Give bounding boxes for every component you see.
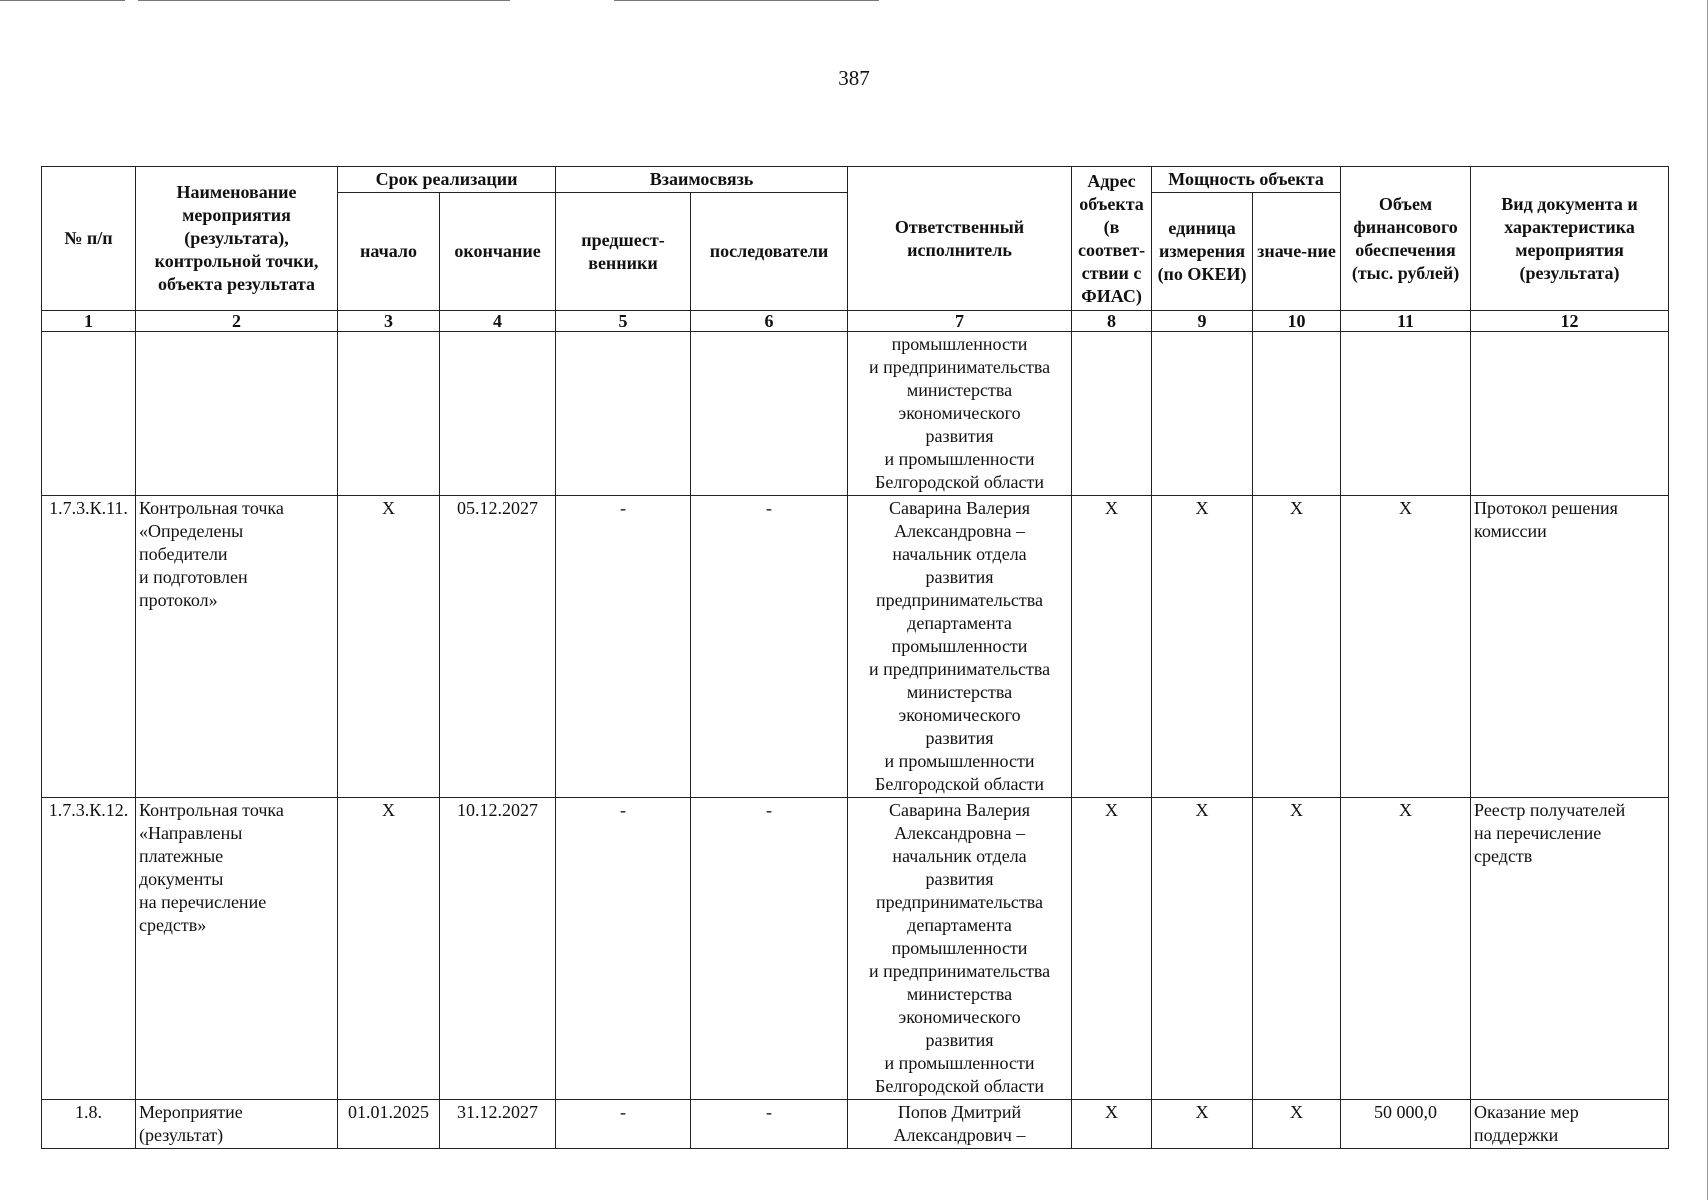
cell-unit: X	[1152, 798, 1253, 1100]
executor-line: промышленности	[891, 938, 1028, 958]
name-line: победители	[139, 544, 228, 564]
cell-start: X	[338, 496, 440, 798]
executor-line: департамента	[907, 613, 1012, 633]
cell-num: 1.8.	[42, 1100, 136, 1149]
table-row	[42, 496, 1669, 798]
doc-line: Протокол решения	[1474, 498, 1618, 518]
column-number: 11	[1341, 311, 1471, 332]
doc-line: на перечисление	[1474, 823, 1602, 843]
executor-line: развития	[925, 728, 994, 748]
column-number: 4	[440, 311, 556, 332]
cell-executor	[848, 798, 1072, 1100]
cell-num: 1.7.3.К.12.	[42, 798, 136, 1100]
cell-executor	[848, 1100, 1072, 1149]
cell-finance: X	[1341, 496, 1471, 798]
cell-doc	[1471, 332, 1669, 496]
cell-doc	[1471, 496, 1669, 798]
executor-line: Белгородской области	[875, 774, 1045, 794]
cell-succ: -	[691, 798, 848, 1100]
cell-executor	[848, 496, 1072, 798]
table-row-continuation	[42, 332, 1669, 496]
header-row-top	[42, 167, 1669, 193]
cell-doc	[1471, 1100, 1669, 1149]
table-row	[42, 1100, 1669, 1149]
cell-end	[440, 332, 556, 496]
cell-num	[42, 332, 136, 496]
cell-succ	[691, 332, 848, 496]
doc-line: поддержки	[1474, 1125, 1559, 1145]
executor-line: промышленности	[891, 334, 1028, 354]
cell-succ: -	[691, 496, 848, 798]
executor-line: Белгородской области	[875, 1076, 1045, 1096]
cell-finance: 50 000,0	[1341, 1100, 1471, 1149]
column-number: 9	[1152, 311, 1253, 332]
cell-end: 05.12.2027	[440, 496, 556, 798]
executor-line: промышленности	[891, 636, 1028, 656]
executor-line: и промышленности	[884, 449, 1035, 469]
cell-succ: -	[691, 1100, 848, 1149]
cell-start: 01.01.2025	[338, 1100, 440, 1149]
cell-end: 10.12.2027	[440, 798, 556, 1100]
executor-line: и предпринимательства	[868, 659, 1051, 679]
cell-address: X	[1072, 1100, 1152, 1149]
executor-line: Саварина Валерия	[889, 498, 1031, 518]
cell-value: X	[1253, 496, 1341, 798]
cell-start: X	[338, 798, 440, 1100]
column-number: 7	[848, 311, 1072, 332]
executor-line: развития	[925, 869, 994, 889]
cell-unit	[1152, 332, 1253, 496]
scan-artifact-line-mid	[138, 0, 510, 1]
header-term-end: окончание	[440, 193, 556, 311]
cell-name	[136, 1100, 338, 1149]
scan-artifact-line-left	[0, 0, 125, 1]
name-line: протокол»	[139, 590, 218, 610]
executor-line: департамента	[907, 915, 1012, 935]
cell-value: X	[1253, 1100, 1341, 1149]
header-link-group: Взаимосвязь	[556, 167, 848, 193]
header-num: № п/п	[42, 167, 136, 311]
cell-executor	[848, 332, 1072, 496]
name-line: «Определены	[139, 521, 244, 541]
name-line: (результат)	[139, 1125, 224, 1145]
column-number: 10	[1253, 311, 1341, 332]
executor-line: начальник отдела	[892, 544, 1027, 564]
executor-line: министерства	[906, 380, 1013, 400]
column-number-row	[42, 311, 1669, 332]
executor-line: развития	[925, 567, 994, 587]
doc-line: Оказание мер	[1474, 1102, 1579, 1122]
executor-line: предпринимательства	[876, 892, 1044, 912]
name-line: документы	[139, 869, 224, 889]
header-executor: Ответственный исполнитель	[848, 167, 1072, 311]
column-number: 1	[42, 311, 136, 332]
executor-line: развития	[925, 426, 994, 446]
executor-line: начальник отдела	[892, 846, 1027, 866]
executor-line: и предпринимательства	[868, 961, 1051, 981]
column-number: 2	[136, 311, 338, 332]
executor-line: Белгородской области	[875, 472, 1045, 492]
executor-line: министерства	[906, 984, 1013, 1004]
executor-line: Александрович –	[893, 1125, 1026, 1145]
name-line: платежные	[139, 846, 224, 866]
column-number: 12	[1471, 311, 1669, 332]
cell-value: X	[1253, 798, 1341, 1100]
cell-num: 1.7.3.К.11.	[42, 496, 136, 798]
cell-name	[136, 798, 338, 1100]
page-number: 387	[838, 66, 870, 90]
doc-line: Реестр получателей	[1474, 800, 1626, 820]
cell-finance	[1341, 332, 1471, 496]
cell-pred: -	[556, 798, 691, 1100]
cell-unit: X	[1152, 496, 1253, 798]
header-doc: Вид документа и характеристика мероприятия (результата)	[1471, 167, 1669, 311]
cell-name	[136, 496, 338, 798]
executor-line: министерства	[906, 682, 1013, 702]
name-line: и подготовлен	[139, 567, 248, 587]
cell-pred: -	[556, 1100, 691, 1149]
implementation-plan-table	[41, 166, 1669, 1149]
cell-value	[1253, 332, 1341, 496]
executor-line: и промышленности	[884, 1053, 1035, 1073]
header-link-succ: последователи	[691, 193, 848, 311]
name-line: «Направлены	[139, 823, 243, 843]
executor-line: экономического	[898, 705, 1021, 725]
cell-unit: X	[1152, 1100, 1253, 1149]
executor-line: и промышленности	[884, 751, 1035, 771]
name-line: на перечисление	[139, 892, 267, 912]
cell-end: 31.12.2027	[440, 1100, 556, 1149]
cell-address: X	[1072, 496, 1152, 798]
cell-finance: X	[1341, 798, 1471, 1100]
header-capacity-group: Мощность объекта	[1152, 167, 1341, 193]
cell-name	[136, 332, 338, 496]
executor-line: Александровна –	[894, 521, 1025, 541]
executor-line: Александровна –	[894, 823, 1025, 843]
header-capacity-unit: единица измерения (по ОКЕИ)	[1152, 193, 1253, 311]
name-line: Мероприятие	[139, 1102, 243, 1122]
header-capacity-value: значе-ние	[1253, 193, 1341, 311]
header-finance: Объем финансового обеспечения (тыс. рублей)	[1341, 167, 1471, 311]
cell-doc	[1471, 798, 1669, 1100]
doc-line: средств	[1474, 846, 1533, 866]
header-name: Наименование мероприятия (результата), контрольной точки, объекта результата	[136, 167, 338, 311]
column-number: 5	[556, 311, 691, 332]
cell-start	[338, 332, 440, 496]
executor-line: Попов Дмитрий	[897, 1102, 1022, 1122]
doc-line: комиссии	[1474, 521, 1547, 541]
executor-line: и предпринимательства	[868, 357, 1051, 377]
cell-address: X	[1072, 798, 1152, 1100]
cell-address	[1072, 332, 1152, 496]
executor-line: экономического	[898, 403, 1021, 423]
header-term-group: Срок реализации	[338, 167, 556, 193]
header-link-pred: предшест-венники	[556, 193, 691, 311]
cell-pred: -	[556, 496, 691, 798]
column-number: 6	[691, 311, 848, 332]
executor-line: предпринимательства	[876, 590, 1044, 610]
scan-artifact-line-right	[614, 0, 879, 1]
executor-line: экономического	[898, 1007, 1021, 1027]
executor-line: развития	[925, 1030, 994, 1050]
table-row	[42, 798, 1669, 1100]
name-line: средств»	[139, 915, 207, 935]
cell-pred	[556, 332, 691, 496]
header-term-start: начало	[338, 193, 440, 311]
header-address: Адрес объекта (в соответ-ствии с ФИАС)	[1072, 167, 1152, 311]
column-number: 3	[338, 311, 440, 332]
column-number: 8	[1072, 311, 1152, 332]
name-line: Контрольная точка	[139, 498, 284, 518]
name-line: Контрольная точка	[139, 800, 284, 820]
executor-line: Саварина Валерия	[889, 800, 1031, 820]
